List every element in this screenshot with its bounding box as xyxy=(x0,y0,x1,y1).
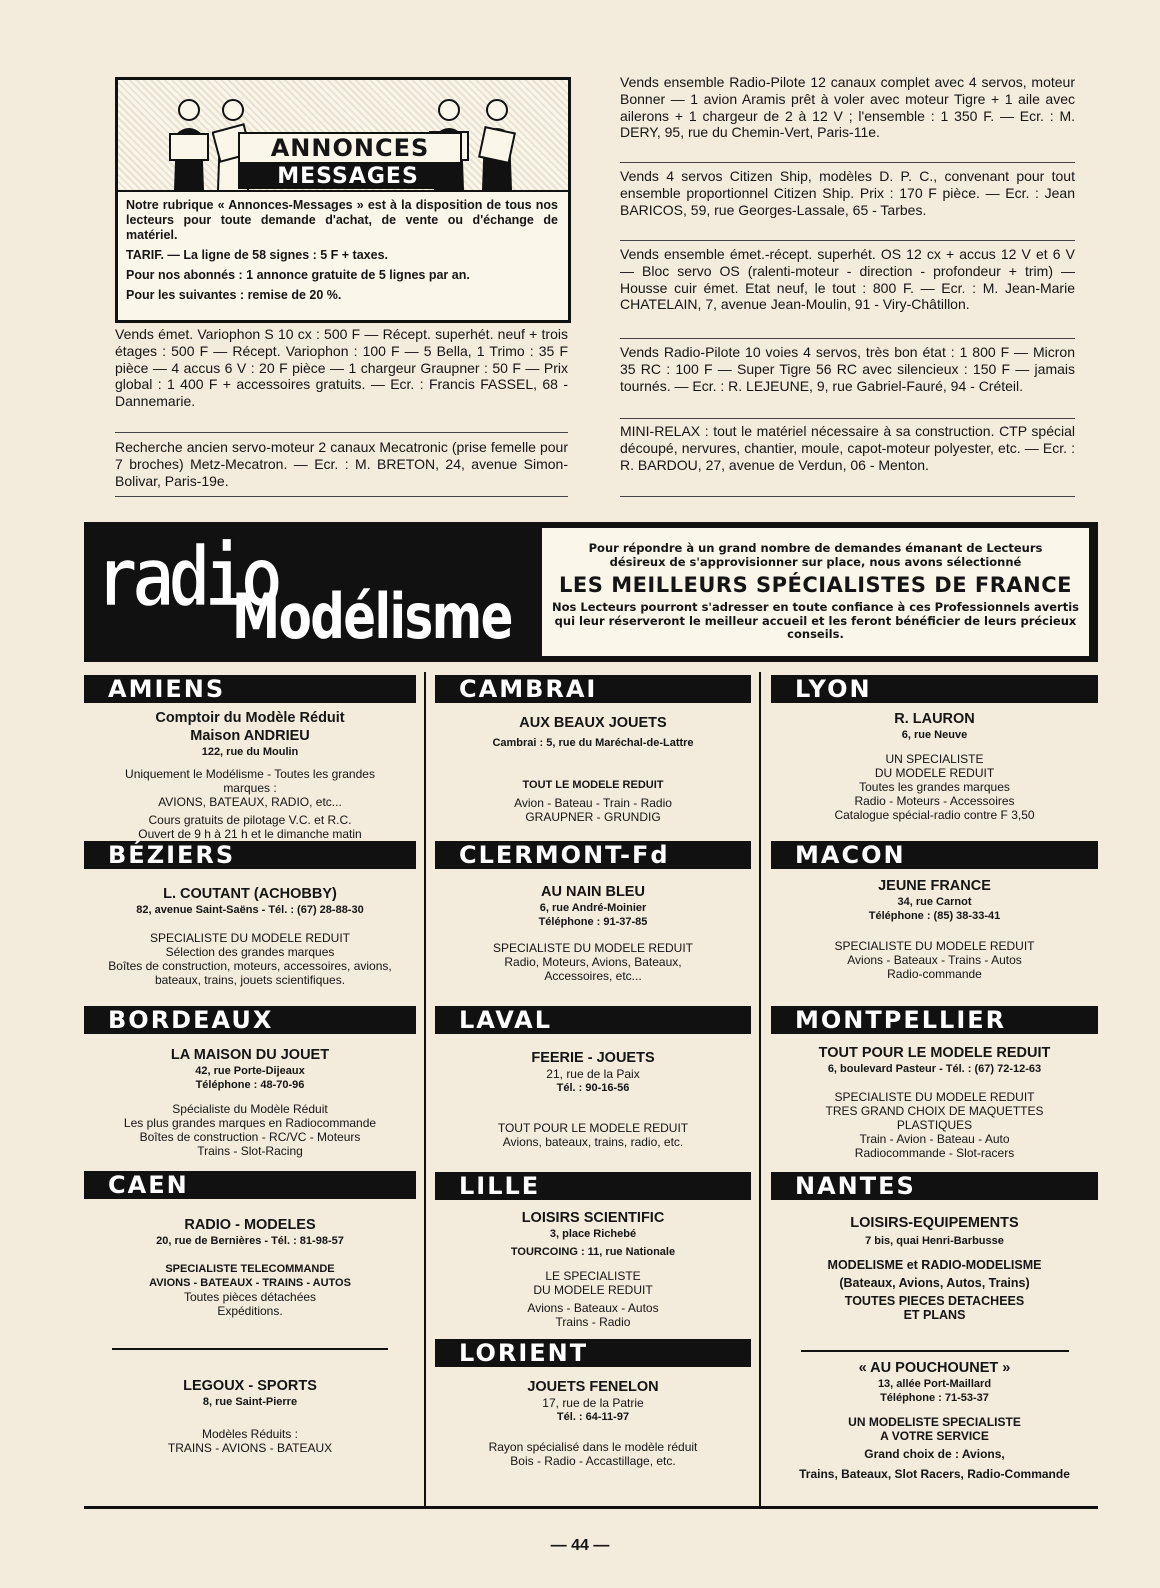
shop-phone: Téléphone : (85) 38-33-41 xyxy=(868,910,1001,922)
shop-line: Radiocommande - Slot-racers xyxy=(854,1146,1015,1160)
shop-line: Uniquement le Modélisme - Toutes les grandes marques : xyxy=(125,767,375,795)
shop-name: « AU POUCHOUNET » xyxy=(858,1360,1011,1376)
shop-line: Ouvert de 9 h à 21 h et le dimanche matin xyxy=(138,827,362,841)
city-header-beziers: BÉZIERS xyxy=(84,841,416,869)
shop-line: AVIONS, BATEAUX, RADIO, etc... xyxy=(158,795,342,809)
shop-line: Trains, Bateaux, Slot Racers, Radio-Commande xyxy=(799,1467,1070,1481)
shop-separator xyxy=(112,1348,388,1350)
city-header-caen: CAEN xyxy=(84,1171,416,1199)
shop-line: TRAINS - AVIONS - BATEAUX xyxy=(167,1441,333,1455)
shop-line: Catalogue spécial-radio contre F 3,50 xyxy=(834,808,1035,822)
shop-caen xyxy=(84,1216,416,1318)
shop-line: SPECIALISTE TELECOMMANDE xyxy=(165,1263,335,1275)
ad-separator xyxy=(115,496,568,497)
shop-phone: Téléphone : 71-53-37 xyxy=(880,1392,989,1404)
shop-address: 34, rue Carnot xyxy=(897,896,972,908)
classified-ad: Recherche ancien servo-moteur 2 canaux Mecatronic (prise femelle pour 7 broches) Metz-Mecatron. — Ecr. : M. BRETON, 24, avenue Simon-Bolivar, Paris-19e. xyxy=(115,439,568,489)
ad-separator xyxy=(620,418,1075,419)
classified-ad: MINI-RELAX : tout le matériel nécessaire à sa construction. CTP spécial découpé, nervures, chantier, moule, capot-moteur polyester, etc. — Ecr. : R. BARDOU, 27, avenue de Verdun, 06 - Menton. xyxy=(620,423,1075,473)
shop-line: Toutes les grandes marques xyxy=(859,780,1010,794)
panel-intro: Pour répondre à un grand nombre de demandes émanant de Lecteurs désireux de s'approvisionner sur place, nous avons sélectionné xyxy=(588,541,1043,569)
annonces-suivantes: Pour les suivantes : remise de 20 %. xyxy=(126,288,342,302)
shop-line: Avion - Bateau - Train - Radio xyxy=(514,796,672,810)
shop-name: Comptoir du Modèle Réduit Maison ANDRIEU xyxy=(155,710,345,744)
shop-legoux xyxy=(84,1377,416,1455)
annonces-messages-box xyxy=(115,77,571,323)
ad-separator xyxy=(115,432,568,433)
shop-address: 7 bis, quai Henri-Barbusse xyxy=(865,1235,1004,1247)
shop-address: 8, rue Saint-Pierre xyxy=(202,1396,298,1408)
shop-name: LOISIRS SCIENTIFIC xyxy=(521,1210,665,1226)
shop-address: 122, rue du Moulin xyxy=(201,746,299,758)
shop-address: 3, place Richebé xyxy=(549,1228,637,1240)
shop-cambrai xyxy=(435,714,751,824)
shop-line: Radio-commande xyxy=(887,967,982,981)
shop-name: AUX BEAUX JOUETS xyxy=(519,715,667,731)
shop-line: Cours gratuits de pilotage V.C. et R.C. xyxy=(148,813,352,827)
shop-line: UN MODELISTE SPECIALISTE A VOTRE SERVICE xyxy=(848,1415,1021,1443)
shop-phone: Tél. : 64-11-97 xyxy=(556,1411,630,1423)
shop-name: R. LAURON xyxy=(894,711,975,727)
page-number: — 44 — xyxy=(550,1537,610,1554)
classified-ad: Vends ensemble émet.-récept. superhét. OS 12 cx + accus 12 V et 6 V — Bloc servo OS (ralenti-moteur - direction - profondeur + trim) — Housse cuir émet. Etat neuf, le tout : 800 F. — Ecr. : M. Jean-Marie CHATELAIN, 7, avenue Jean-Moulin, 91 - Viry-Châtillon. xyxy=(620,246,1075,313)
shop-name: TOUT POUR LE MODELE REDUIT xyxy=(818,1045,1051,1061)
annonces-tarif: TARIF. — La ligne de 58 signes : 5 F + taxes. xyxy=(126,248,388,262)
shop-line: Radio, Moteurs, Avions, Bateaux, Accessoires, etc... xyxy=(504,955,682,983)
shop-line: SPECIALISTE DU MODELE REDUIT xyxy=(834,939,1035,953)
shop-line: Expéditions. xyxy=(217,1304,283,1318)
city-header-clermont: CLERMONT-Fd xyxy=(435,841,751,869)
ad-separator xyxy=(620,496,1075,497)
shop-bordeaux xyxy=(84,1046,416,1158)
city-header-lorient: LORIENT xyxy=(435,1339,751,1367)
shop-line: UN SPECIALISTE DU MODELE REDUIT xyxy=(874,752,995,780)
shop-amiens xyxy=(84,709,416,841)
shop-address-2: TOURCOING : 11, rue Nationale xyxy=(510,1246,676,1258)
shop-line: SPECIALISTE DU MODELE REDUIT xyxy=(492,941,694,955)
shop-line: Avions - Bateaux - Autos xyxy=(527,1301,659,1315)
shop-line: Modèles Réduits : xyxy=(201,1427,299,1441)
messages-title: MESSAGES xyxy=(238,164,458,189)
city-header-lille: LILLE xyxy=(435,1172,751,1200)
column-divider xyxy=(759,672,761,1506)
shop-name: LA MAISON DU JOUET xyxy=(170,1047,330,1063)
shop-line: Radio - Moteurs - Accessoires xyxy=(854,794,1015,808)
shop-address: 21, rue de la Paix xyxy=(546,1067,640,1081)
shop-line: AVIONS - BATEAUX - TRAINS - AUTOS xyxy=(149,1277,351,1289)
shop-address: 42, rue Porte-Dijeaux xyxy=(195,1065,305,1077)
shop-line: GRAUPNER - GRUNDIG xyxy=(525,810,661,824)
shop-lille xyxy=(435,1209,751,1329)
logo-radio: radio xyxy=(96,527,277,627)
city-header-lyon: LYON xyxy=(771,675,1098,703)
classified-ad: Vends Radio-Pilote 10 voies 4 servos, très bon état : 1 800 F — Micron 35 RC : 100 F — Super Tigre 56 RC avec silencieux : 150 F — jamais tournés. — Ecr. : R. LEJEUNE, 9, rue Gabriel-Fauré, 94 - Créteil. xyxy=(620,344,1075,394)
classified-ad: Vends émet. Variophon S 10 cx : 500 F — Récept. superhét. neuf + trois étages : 500 F — Récept. Variophon : 100 F — 5 Bella, 1 Trimo : 35 F pièce — 4 accus 6 V : 20 F pièce — 1 chargeur Graupner : 50 F — Prix global : 1 400 F + accessoires gratuits. — Ecr. : Francis FASSEL, 68 - Dannemarie. xyxy=(115,326,568,410)
shop-separator xyxy=(801,1350,1069,1352)
shop-address: 17, rue de la Patrie xyxy=(542,1396,644,1410)
shop-address: 6, rue Neuve xyxy=(901,729,968,741)
shop-line: Boîtes de construction, moteurs, accessoires, avions, bateaux, trains, jouets scientifiques. xyxy=(108,959,392,987)
shop-line: TOUT POUR LE MODELE REDUIT xyxy=(497,1121,689,1135)
ad-separator xyxy=(620,240,1075,241)
shop-line: Train - Avion - Bateau - Auto xyxy=(859,1132,1010,1146)
shop-address: 82, avenue Saint-Saëns - Tél. : (67) 28-88-30 xyxy=(136,904,364,916)
shop-line: Grand choix de : Avions, xyxy=(864,1447,1005,1461)
logo-modelisme: Modélisme xyxy=(232,580,512,653)
radio-modelisme-header xyxy=(84,522,1098,662)
shop-line: Trains - Slot-Racing xyxy=(197,1144,303,1158)
city-header-montpellier: MONTPELLIER xyxy=(771,1006,1098,1034)
city-header-bordeaux: BORDEAUX xyxy=(84,1006,416,1034)
shop-line: Trains - Radio xyxy=(555,1315,631,1329)
shop-line: Rayon spécialisé dans le modèle réduit xyxy=(488,1440,698,1454)
annonces-banner xyxy=(118,80,568,192)
classified-ad: Vends 4 servos Citizen Ship, modèles D. P. C., convenant pour tout ensemble proportionnel Citizen Ship. Prix : 170 F pièce. — Ecr. : Jean BARICOS, 59, rue Georges-Lassale, 65 - Tarbes. xyxy=(620,168,1075,218)
city-header-macon: MACON xyxy=(771,841,1098,869)
shop-nantes xyxy=(771,1214,1098,1322)
shop-beziers xyxy=(84,885,416,987)
shop-address: 20, rue de Bernières - Tél. : 81-98-57 xyxy=(156,1235,344,1247)
shop-name: LOISIRS-EQUIPEMENTS xyxy=(850,1215,1019,1231)
shop-macon xyxy=(771,877,1098,981)
shop-name: AU NAIN BLEU xyxy=(541,884,645,900)
shop-lyon xyxy=(771,710,1098,822)
shop-phone: Téléphone : 91-37-85 xyxy=(538,916,648,928)
shop-address: 13, allée Port-Maillard xyxy=(877,1378,992,1390)
shop-line: TOUTES PIECES DETACHEES ET PLANS xyxy=(844,1294,1025,1322)
shop-name: FEERIE - JOUETS xyxy=(531,1050,655,1066)
panel-title: LES MEILLEURS SPÉCIALISTES DE FRANCE xyxy=(559,573,1072,597)
shop-clermont xyxy=(435,883,751,983)
annonces-title: ANNONCES xyxy=(238,132,462,164)
shop-name: L. COUTANT (ACHOBBY) xyxy=(163,886,337,902)
shop-name: JOUETS FENELON xyxy=(527,1379,659,1395)
ad-separator xyxy=(620,162,1075,163)
shop-line: Avions, bateaux, trains, radio, etc. xyxy=(502,1135,684,1149)
reader-figure-icon xyxy=(476,94,518,190)
shop-line: SPECIALISTE DU MODELE REDUIT xyxy=(149,931,351,945)
shop-line: Spécialiste du Modèle Réduit xyxy=(172,1102,328,1116)
shop-lorient xyxy=(435,1378,751,1468)
city-header-nantes: NANTES xyxy=(771,1172,1098,1200)
classified-ad: Vends ensemble Radio-Pilote 12 canaux complet avec 4 servos, moteur Bonner — 1 avion Aramis prêt à voler avec moteur Tigre + 1 aile avec ailerons + 1 chargeur de 2 à 12 V ; l'ensemble : 1 350 F. — Ecr. : M. DERY, 95, rue du Chemin-Vert, Paris-11e. xyxy=(620,74,1075,141)
shop-name: RADIO - MODELES xyxy=(184,1217,316,1233)
shop-name: LEGOUX - SPORTS xyxy=(183,1378,317,1394)
shop-laval xyxy=(435,1049,751,1149)
shop-line: MODELISME et RADIO-MODELISME xyxy=(827,1258,1042,1272)
shop-line: Les plus grandes marques en Radiocommande xyxy=(123,1116,377,1130)
shop-phone: Tél. : 90-16-56 xyxy=(556,1082,630,1094)
city-header-amiens: AMIENS xyxy=(84,675,416,703)
city-header-laval: LAVAL xyxy=(435,1006,751,1034)
shop-phone: Téléphone : 48-70-96 xyxy=(195,1079,305,1091)
bottom-rule xyxy=(84,1506,1098,1509)
city-header-cambrai: CAMBRAI xyxy=(435,675,751,703)
shop-line: Sélection des grandes marques xyxy=(165,945,335,959)
shop-address: 6, boulevard Pasteur - Tél. : (67) 72-12-63 xyxy=(827,1063,1042,1075)
shop-address: 6, rue André-Moinier xyxy=(539,902,647,914)
shop-line: Bois - Radio - Accastillage, etc. xyxy=(510,1454,676,1468)
shop-address: Cambrai : 5, rue du Maréchal-de-Lattre xyxy=(492,737,694,749)
shop-line: LE SPECIALISTE DU MODELE REDUIT xyxy=(533,1269,653,1297)
ad-separator xyxy=(620,338,1075,339)
panel-outro: Nos Lecteurs pourront s'adresser en toute confiance à ces Professionnels avertis qui leur réserveront le meilleur accueil et les feront bénéficier de leurs précieux conseils. xyxy=(552,600,1079,641)
annonces-abonnes: Pour nos abonnés : 1 annonce gratuite de 5 lignes par an. xyxy=(126,268,470,282)
shop-line: SPECIALISTE DU MODELE REDUIT TRES GRAND CHOIX DE MAQUETTES PLASTIQUES xyxy=(825,1090,1044,1132)
column-divider xyxy=(424,672,426,1506)
shop-line: Avions - Bateaux - Trains - Autos xyxy=(847,953,1022,967)
shop-montpellier xyxy=(771,1044,1098,1160)
specialists-panel xyxy=(542,528,1089,656)
shop-pouchounet xyxy=(771,1359,1098,1481)
shop-name: JEUNE FRANCE xyxy=(878,878,991,894)
reader-figure-icon xyxy=(168,94,210,190)
shop-line: Boîtes de construction - RC/VC - Moteurs xyxy=(139,1130,361,1144)
annonces-intro: Notre rubrique « Annonces-Messages » est à la disposition de tous nos lecteurs pour toute demande d'achat, de vente ou d'échange de matériel. xyxy=(126,198,558,242)
shop-line: (Bateaux, Avions, Autos, Trains) xyxy=(839,1276,1030,1290)
shop-line: TOUT LE MODELE REDUIT xyxy=(522,779,664,791)
shop-line: Toutes pièces détachées xyxy=(183,1290,317,1304)
